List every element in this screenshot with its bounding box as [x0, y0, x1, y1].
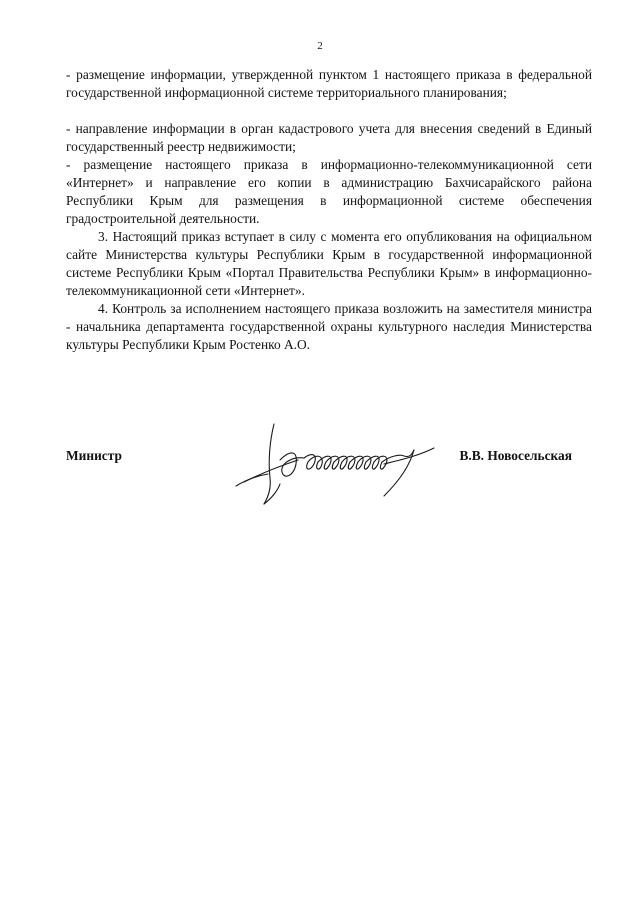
signature-block: [66, 420, 592, 520]
document-body: [66, 66, 592, 354]
paragraph-cadastral: - направление информации в орган кадастрового учета для внесения сведений в Единый государственный реестр недвижимости;: [66, 121, 592, 154]
paragraph-placement-fgis: - размещение информации, утвержденной пунктом 1 настоящего приказа в федеральной государственной информационной системе территориального планирования;: [66, 67, 592, 100]
paragraph-internet-placement: - размещение настоящего приказа в информационно-телекоммуникационной сети «Интернет» и направление его копии в администрацию Бахчисарайского района Республики Крым для размещения в информационной системе обеспечения градостроительной деятельности.: [66, 157, 592, 226]
paragraph-control: 4. Контроль за исполнением настоящего приказа возложить на заместителя министра - начальника департамента государственной охраны культурного наследия Министерства культуры Республики Крым Ростенко А.О.: [66, 301, 592, 352]
paragraph-gap: [66, 102, 592, 120]
handwritten-signature: [234, 420, 454, 516]
page-number: 2: [317, 40, 323, 52]
signatory-title: Министр: [66, 448, 122, 463]
signatory-name: В.В. Новосельская: [459, 448, 572, 463]
paragraph-effective-date: 3. Настоящий приказ вступает в силу с момента его опубликования на официальном сайте Министерства культуры Республики Крым в государственной информационной системе Республики Крым «Портал Правительства Республики Крым» в информационно-телекоммуникационной сети «Интернет».: [66, 229, 592, 298]
